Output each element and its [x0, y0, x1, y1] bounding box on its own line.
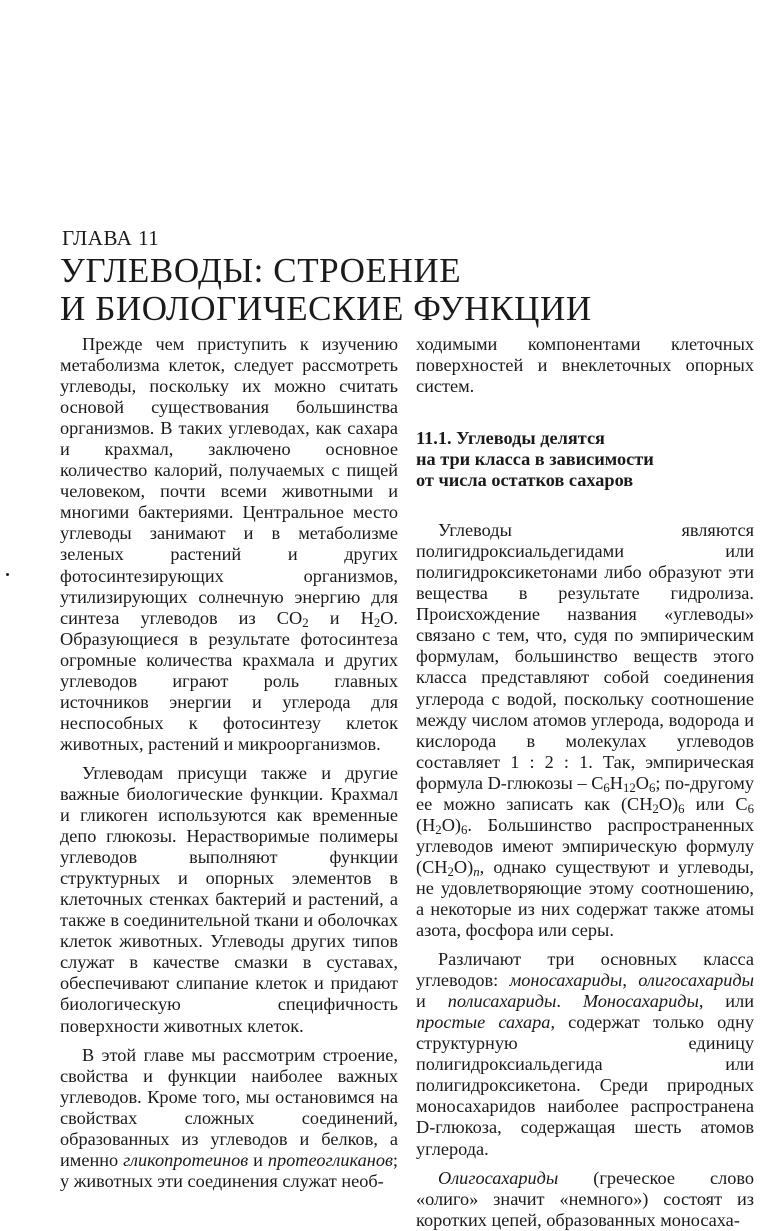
chapter-title-line-2: И БИОЛОГИЧЕСКИЕ ФУНКЦИИ [60, 289, 592, 328]
paragraph-definition: Углеводы являются полигидроксиальдегидами или полигидроксикетонами либо образуют эти вещества в результате гидролиза. Происхождение названия «углеводы» связано с тем, что, судя по эмпирическим формулам, большинство веществ этого класса представляют собой соединения углерода с водой, поскольку соотношение между числом атомов углерода, водорода и кислорода в молекулах углеводов составляет 1 : 2 : 1. Так, эмпирическая формула D-глюкозы – $C_6H_{12}O_6$; по-другому ее можно записать как $(CH_2O)_6$ или $C_6$ $(H_2O)_6$. Большинство распространенных углеводов имеют эмпирическую формулу $(CH_2O)_n$, однако существуют и углеводы, не удовлетворяющие этому соотношению, а некоторые из них содержат также атомы азота, фосфора или серы. [416, 520, 754, 941]
paragraph-oligosaccharides: Олигосахариды (греческое слово «олиго» значит «немного») состоят из коротких цепей, образованных моносаха- [416, 1167, 754, 1230]
chapter-title-line-1: УГЛЕВОДЫ: СТРОЕНИЕ [60, 251, 462, 290]
paragraph-classes: Различают три основных класса углеводов: моносахариды, олигосахариды и полисахариды. Моносахариды, или простые сахара, содержат только одну структурную единицу полигидроксиальдегида или полигидроксикетона. Среди природных моносахаридов наиболее распространена D-глюкоза, содержащая шесть атомов углерода. [416, 949, 755, 1159]
stray-mark [6, 573, 9, 576]
paragraph-intro: Прежде чем приступить к изучению метаболизма клеток, следует рассмотреть углеводы, поскольку их можно считать основой существования большинства организмов. В таких углеводах, как сахара и крахмал, заключено основное количество калорий, получаемых с пищей человеком, почти всеми животными и многими бактериями. Центральное место углеводы занимают и в метаболизме зеленых растений и других фотосинтезирующих организмов, утилизирующих солнечную энергию для синтеза углеводов из $CO_2$ и $H_2O$. Образующиеся в результате фотосинтеза огромные количества крахмала и других углеводов играют роль главных источников энергии и углерода для неспособных к фотосинтезу клеток животных, растений и микроорганизмов. [60, 334, 398, 754]
section-heading: 11.1. Углеводы делятся на три класса в зависимости от числа остатков сахаров [416, 428, 654, 491]
right-column [416, 334, 754, 1231]
chapter-label: ГЛАВА 11 [62, 226, 160, 250]
paragraph-chapter-scope: В этой главе мы рассмотрим строение, свойства и функции наиболее важных углеводов. Кроме того, мы остановимся на свойствах сложных соединений, образованных из углеводов и белков, а именно гликопротеинов и протеогликанов; у животных эти соединения служат необ- [60, 1044, 398, 1191]
paragraph-functions: Углеводам присущи также и другие важные биологические функции. Крахмал и гликоген используются как временные депо глюкозы. Нерастворимые полимеры углеводов выполняют функции структурных и опорных элементов в клеточных стенках бактерий и растений, а также в соединительной ткани и оболочках клеток животных. Углеводы других типов служат в качестве смазки в суставах, обеспечивают слипание клеток и придают биологическую специфичность поверхности животных клеток. [60, 762, 398, 1036]
left-column [60, 334, 398, 1192]
chapter-title [60, 252, 740, 328]
paragraph-continuation: ходимыми компонентами клеточных поверхностей и внеклеточных опорных систем. [416, 334, 754, 397]
